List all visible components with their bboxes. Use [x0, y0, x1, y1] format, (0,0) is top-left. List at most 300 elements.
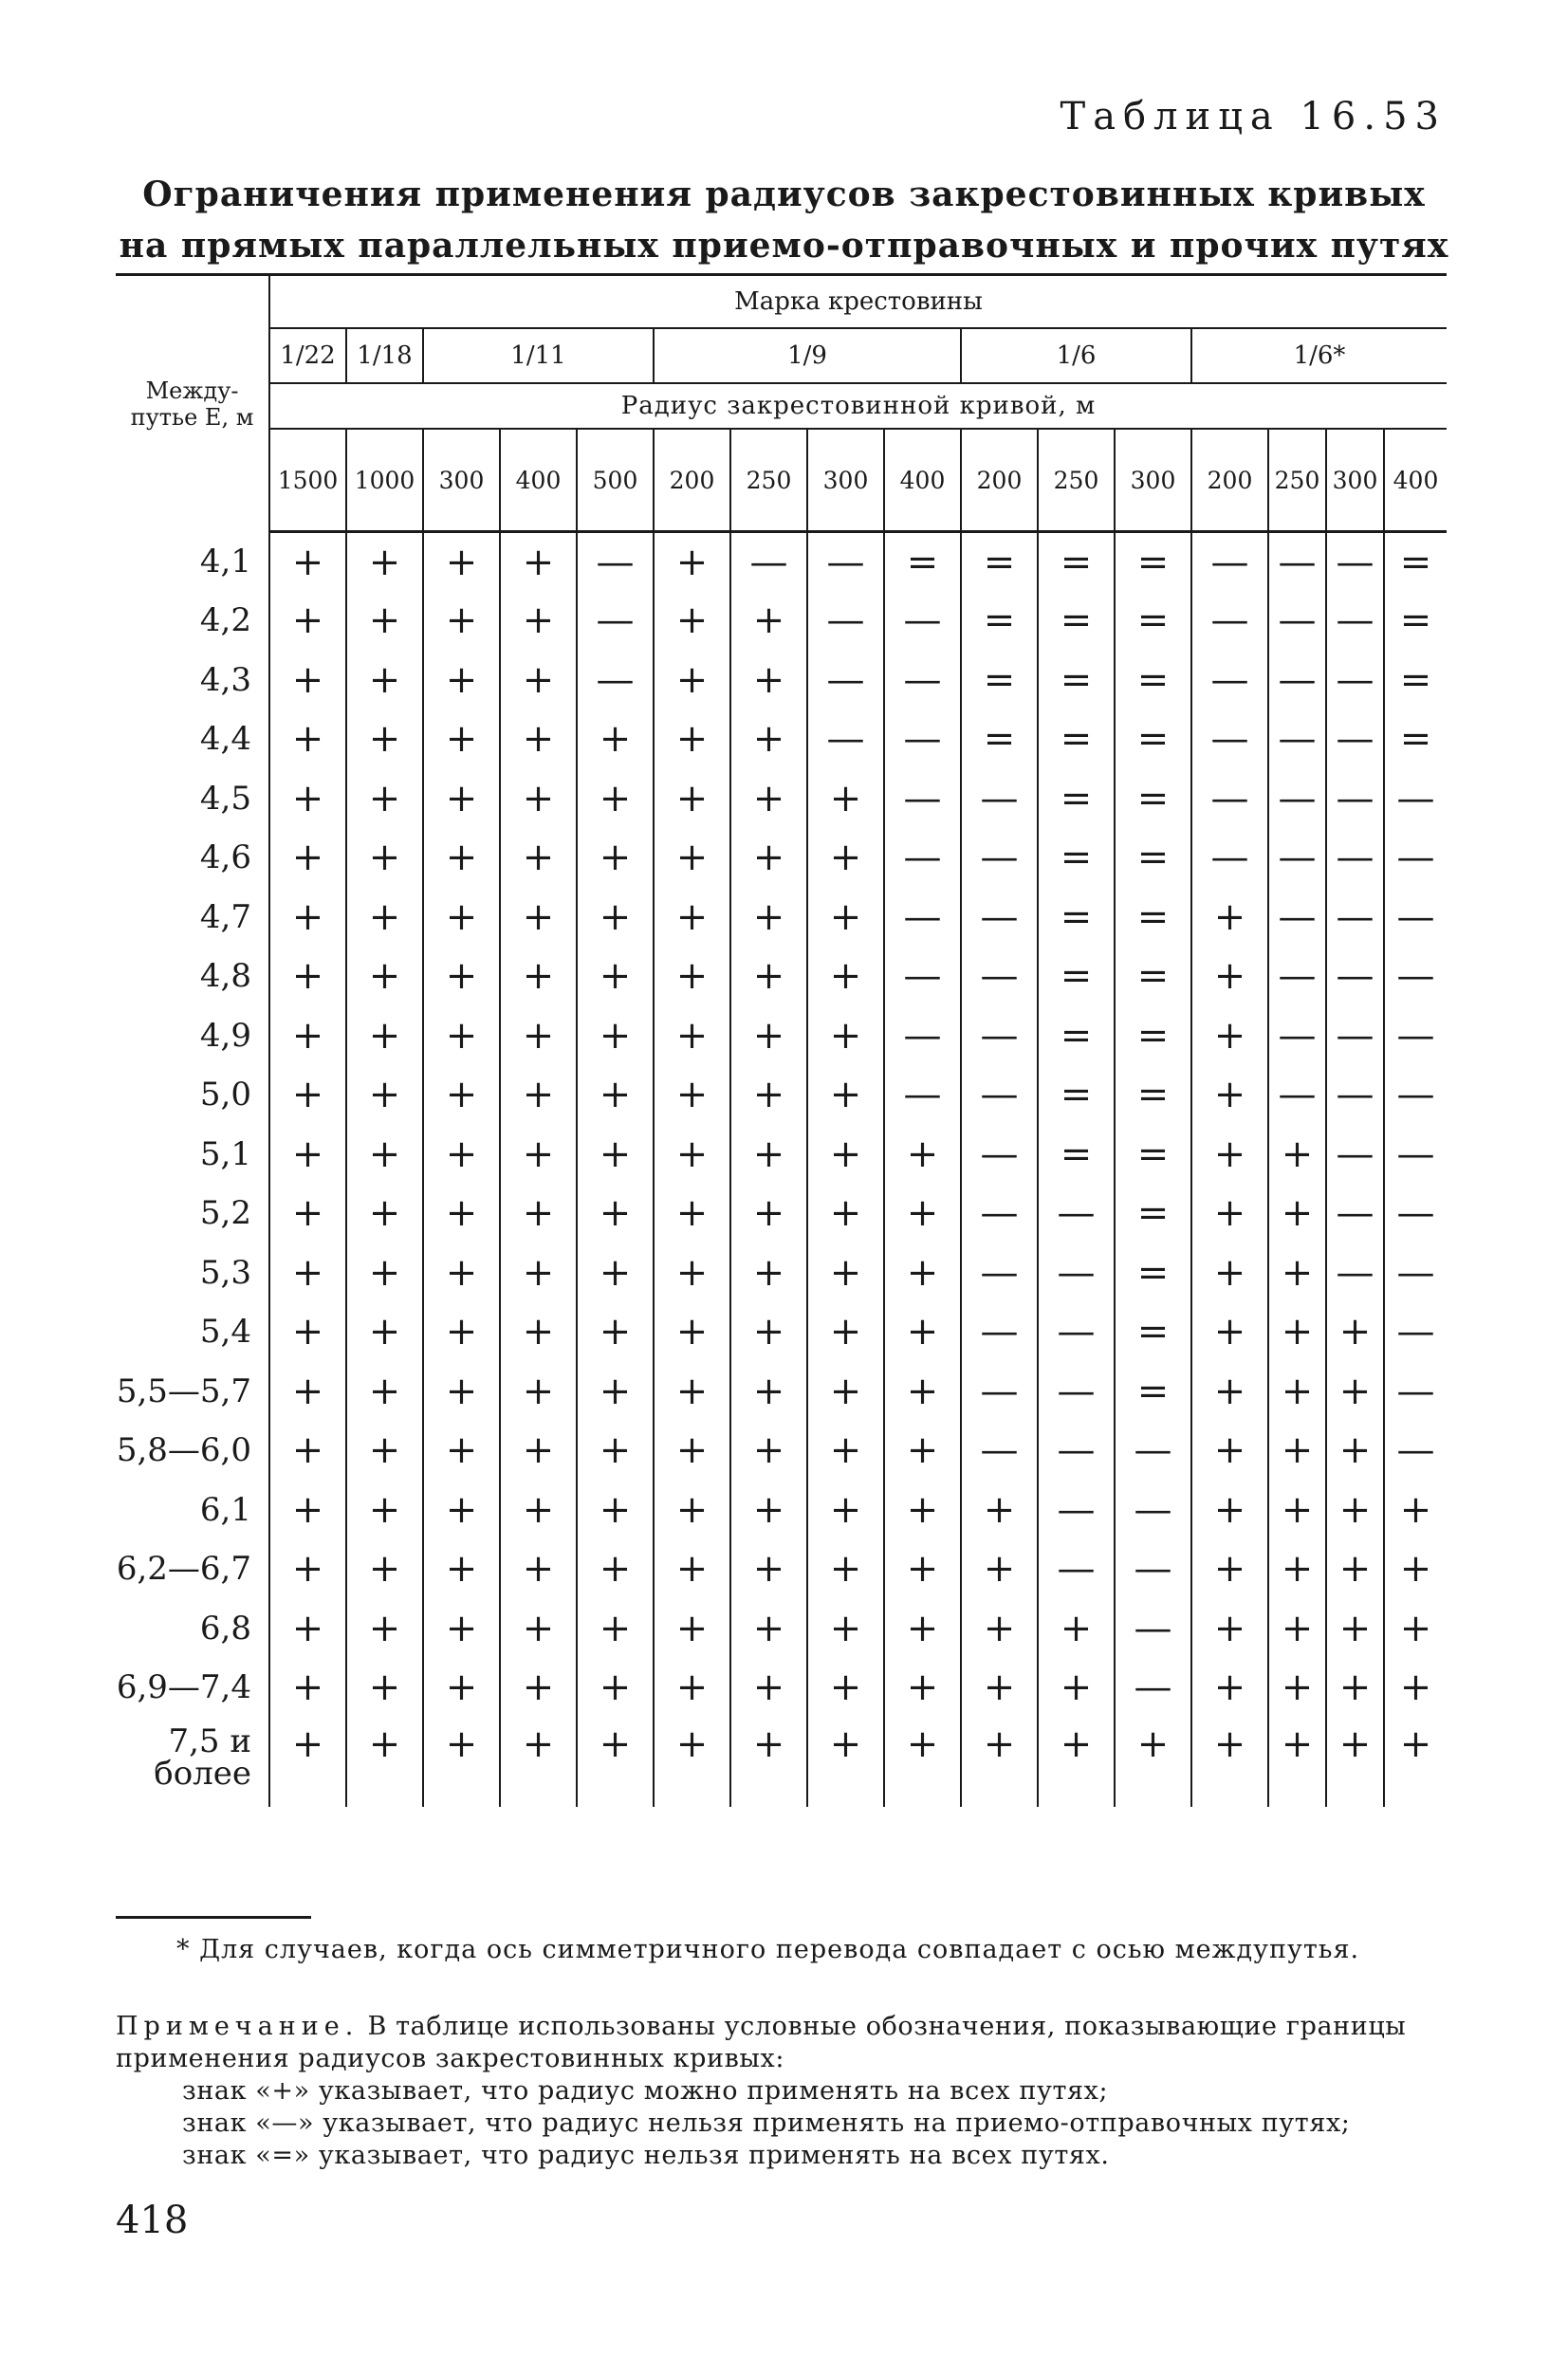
table-cell: — [1191, 532, 1268, 592]
table-cell: + [500, 532, 577, 592]
table-cell: — [1326, 1125, 1384, 1185]
row-label: 5,5—5,7 [116, 1362, 269, 1422]
table-cell: — [1268, 828, 1326, 888]
radius-group-header: Радиус закрестовинной кривой, м [620, 392, 1097, 420]
table-cell: + [346, 1421, 423, 1481]
table-cell: — [1115, 1658, 1191, 1718]
table-cell: — [1326, 651, 1384, 710]
table-cell: + [961, 1539, 1038, 1599]
radius-header: 250 [730, 429, 807, 532]
table-cell: + [654, 651, 730, 710]
table-cell: + [884, 1599, 961, 1659]
table-cell: — [1326, 1243, 1384, 1303]
radius-header: 250 [1038, 429, 1115, 532]
table-cell: + [961, 1599, 1038, 1659]
table-cell: + [423, 888, 500, 948]
table-cell: + [1191, 1184, 1268, 1243]
table-cell: + [500, 1184, 577, 1243]
radius-header: 300 [1326, 429, 1384, 532]
table-cell: + [807, 1006, 884, 1066]
table-cell: + [577, 947, 654, 1006]
table-cell: — [961, 888, 1038, 948]
table-cell: — [884, 769, 961, 829]
table-cell: + [1191, 1065, 1268, 1125]
table-cell: + [730, 1718, 807, 1807]
radius-header-row [116, 429, 1447, 532]
table-cell: + [423, 828, 500, 888]
table-cell: + [423, 1481, 500, 1540]
table-cell: = [961, 709, 1038, 769]
note [116, 2011, 1453, 2172]
table-cell: + [1191, 1006, 1268, 1066]
table-title [0, 169, 1568, 271]
table-cell: = [1115, 591, 1191, 651]
table-cell: — [1038, 1421, 1115, 1481]
table-cell: — [1326, 828, 1384, 888]
crossing-header: 1/9 [654, 328, 961, 383]
row-label: 6,9—7,4 [116, 1658, 269, 1718]
table-cell: + [500, 828, 577, 888]
table-cell: = [961, 651, 1038, 710]
table-cell: — [1038, 1362, 1115, 1422]
row-label: 5,4 [116, 1302, 269, 1362]
table-cell: — [1326, 1006, 1384, 1066]
table-cell: — [1384, 1125, 1447, 1185]
table-cell: + [730, 769, 807, 829]
table-cell: — [1038, 1539, 1115, 1599]
table-cell: — [1268, 1065, 1326, 1125]
row-label: 5,2 [116, 1184, 269, 1243]
table-cell: + [346, 828, 423, 888]
radius-header: 300 [807, 429, 884, 532]
table-cell: + [654, 1125, 730, 1185]
table-cell: + [577, 1006, 654, 1066]
legend-plus: знак «+» указывает, что радиус можно применять на всех путях; [182, 2076, 1109, 2106]
table-cell: — [1191, 651, 1268, 710]
table-cell: — [961, 1243, 1038, 1303]
table-cell: + [1268, 1125, 1326, 1185]
table-cell: — [961, 1362, 1038, 1422]
table-cell: + [654, 1658, 730, 1718]
row-label: 7,5 и более [116, 1718, 269, 1807]
radius-header: 500 [577, 429, 654, 532]
table-cell: + [961, 1658, 1038, 1718]
note-text: В таблице использованы условные обозначения, показывающие границы применения радиусов закрестовинных кривых: [116, 2012, 1407, 2073]
table-cell: + [1326, 1421, 1384, 1481]
row-label: 4,1 [116, 532, 269, 592]
table-cell: + [884, 1302, 961, 1362]
table-cell: + [346, 591, 423, 651]
table-cell: + [346, 1065, 423, 1125]
table-cell: — [1384, 1184, 1447, 1243]
crossing-header: 1/6* [1191, 328, 1447, 383]
table-cell: + [1038, 1599, 1115, 1659]
table-cell: + [500, 888, 577, 948]
table-cell: — [577, 532, 654, 592]
table-cell: + [269, 532, 346, 592]
table-cell: + [577, 1302, 654, 1362]
table-cell: — [1326, 769, 1384, 829]
footnote-rule [116, 1916, 311, 1919]
table-cell: + [807, 1539, 884, 1599]
table-cell: + [500, 1421, 577, 1481]
table-cell: = [1384, 591, 1447, 651]
table-cell: + [884, 1539, 961, 1599]
table-cell: + [654, 1065, 730, 1125]
table-cell: = [1115, 947, 1191, 1006]
table-cell: + [1038, 1658, 1115, 1718]
table-cell: = [1038, 651, 1115, 710]
stub-line-1: Между- [145, 377, 239, 404]
table-cell: + [1268, 1243, 1326, 1303]
table-row [116, 1718, 1447, 1807]
table-cell: + [1268, 1184, 1326, 1243]
table-cell: = [1038, 769, 1115, 829]
radius-header: 1500 [269, 429, 346, 532]
table-body [116, 532, 1447, 1807]
row-label: 6,2—6,7 [116, 1539, 269, 1599]
table-cell: + [654, 1539, 730, 1599]
table-cell: — [1115, 1481, 1191, 1540]
table-cell: + [1191, 1125, 1268, 1185]
table-cell: + [807, 1718, 884, 1807]
table-cell: — [1191, 769, 1268, 829]
table-cell: + [346, 1006, 423, 1066]
table-cell: + [654, 1718, 730, 1807]
table-cell: = [1384, 651, 1447, 710]
table-cell: + [807, 1658, 884, 1718]
table-cell: + [423, 532, 500, 592]
table-cell: — [961, 1125, 1038, 1185]
table-cell: + [346, 1718, 423, 1807]
table-cell: — [807, 532, 884, 592]
crossing-group-header: Марка крестовины [269, 275, 1447, 329]
radius-header: 1000 [346, 429, 423, 532]
table-cell: — [1384, 828, 1447, 888]
row-label: 4,5 [116, 769, 269, 829]
restriction-table [116, 273, 1447, 1807]
table-cell: + [730, 1599, 807, 1659]
table-cell: = [1115, 888, 1191, 948]
table-cell: + [1191, 1481, 1268, 1540]
table-cell: — [884, 709, 961, 769]
table-cell: + [269, 947, 346, 1006]
table-cell: + [577, 1243, 654, 1303]
table-cell: + [884, 1718, 961, 1807]
table-cell: — [1326, 947, 1384, 1006]
table-cell: + [577, 1481, 654, 1540]
table-cell: — [1384, 1302, 1447, 1362]
table-row [116, 1421, 1447, 1481]
table-cell: + [577, 1539, 654, 1599]
crossing-header: 1/6 [961, 328, 1191, 383]
table-cell: + [1191, 1302, 1268, 1362]
table-cell: = [961, 591, 1038, 651]
table-cell: — [884, 828, 961, 888]
table-cell: + [500, 1302, 577, 1362]
table-row [116, 1599, 1447, 1659]
row-label: 4,8 [116, 947, 269, 1006]
table-cell: + [269, 1481, 346, 1540]
table-cell: + [423, 1362, 500, 1422]
table-cell: — [961, 1006, 1038, 1066]
table-cell: + [500, 1006, 577, 1066]
table-cell: + [577, 1184, 654, 1243]
table-cell: — [884, 1065, 961, 1125]
table-cell: + [654, 1599, 730, 1659]
table-cell: + [1191, 888, 1268, 948]
table-cell: + [730, 888, 807, 948]
table-cell: + [1268, 1421, 1326, 1481]
table-cell: + [730, 651, 807, 710]
table-cell: + [577, 709, 654, 769]
table-cell: + [269, 1125, 346, 1185]
table-cell: — [1191, 709, 1268, 769]
table-cell: + [961, 1481, 1038, 1540]
table-cell: + [1326, 1302, 1384, 1362]
table-cell: = [1038, 591, 1115, 651]
row-label: 4,6 [116, 828, 269, 888]
table-cell: + [346, 1599, 423, 1659]
table-cell: — [1384, 947, 1447, 1006]
table-cell: + [1191, 1362, 1268, 1422]
table-cell: — [807, 591, 884, 651]
radius-header: 400 [884, 429, 961, 532]
page-number: 418 [116, 2199, 189, 2242]
table-cell: + [500, 1362, 577, 1422]
table-cell: — [884, 947, 961, 1006]
table-cell: — [884, 651, 961, 710]
table-cell: = [961, 532, 1038, 592]
table-cell: + [577, 1599, 654, 1659]
legend-dash: знак «—» указывает, что радиус нельзя применять на приемо-отправочных путях; [182, 2108, 1351, 2138]
table-cell: + [730, 1184, 807, 1243]
table-cell: + [577, 1421, 654, 1481]
table-cell: + [423, 651, 500, 710]
table-cell: — [1268, 709, 1326, 769]
table-cell: + [730, 947, 807, 1006]
table-cell: = [1115, 828, 1191, 888]
table-cell: = [1115, 1302, 1191, 1362]
table-cell: + [1268, 1302, 1326, 1362]
table-cell: + [1384, 1481, 1447, 1540]
table-cell: + [346, 888, 423, 948]
table-cell: + [346, 947, 423, 1006]
table-cell: — [1268, 1006, 1326, 1066]
row-label: 6,1 [116, 1481, 269, 1540]
table-cell: + [346, 709, 423, 769]
table-cell: — [1384, 1006, 1447, 1066]
table-cell: + [269, 1243, 346, 1303]
radius-header: 200 [961, 429, 1038, 532]
table-cell: + [654, 1421, 730, 1481]
table-cell: = [1384, 532, 1447, 592]
table-cell: + [730, 1302, 807, 1362]
table-cell: + [807, 888, 884, 948]
table-cell: + [884, 1184, 961, 1243]
table-row [116, 1006, 1447, 1066]
table-cell: + [884, 1243, 961, 1303]
table-cell: + [423, 1599, 500, 1659]
table-cell: + [269, 1718, 346, 1807]
table-cell: + [269, 1302, 346, 1362]
table-cell: + [654, 769, 730, 829]
table-cell: + [654, 1184, 730, 1243]
table-cell: — [1115, 1599, 1191, 1659]
table-cell: + [1268, 1362, 1326, 1422]
table-cell: + [730, 1421, 807, 1481]
table-cell: + [807, 1243, 884, 1303]
table-cell: + [500, 1481, 577, 1540]
table-cell: — [1268, 532, 1326, 592]
table-cell: + [654, 947, 730, 1006]
table-cell: + [269, 1184, 346, 1243]
table-row [116, 591, 1447, 651]
table-cell: + [423, 709, 500, 769]
table-cell: + [500, 1065, 577, 1125]
table-cell: = [1038, 1065, 1115, 1125]
table-cell: — [577, 651, 654, 710]
table-cell: + [423, 769, 500, 829]
table-cell: + [1191, 1421, 1268, 1481]
table-cell: — [884, 1006, 961, 1066]
table-cell: + [500, 1539, 577, 1599]
title-line-2: на прямых параллельных приемо-отправочных и прочих путях [119, 226, 1449, 266]
table-cell: — [1326, 888, 1384, 948]
table-cell: — [961, 828, 1038, 888]
table-cell: + [423, 1006, 500, 1066]
stub-line-2: путье E, м [130, 403, 254, 431]
table-cell: — [961, 1421, 1038, 1481]
table-cell: — [1268, 769, 1326, 829]
table-cell: = [1384, 709, 1447, 769]
table-cell: + [577, 828, 654, 888]
table-cell: + [423, 947, 500, 1006]
stub-header [116, 275, 269, 532]
table-cell: + [577, 1362, 654, 1422]
radius-header: 300 [1115, 429, 1191, 532]
table-cell: + [1268, 1718, 1326, 1807]
table-cell: + [269, 1539, 346, 1599]
table-cell: + [500, 947, 577, 1006]
table-cell: + [269, 1658, 346, 1718]
table-cell: = [1038, 1125, 1115, 1185]
table-cell: + [730, 1658, 807, 1718]
table-cell: + [577, 1125, 654, 1185]
table-cell: + [346, 532, 423, 592]
table-cell: + [1268, 1539, 1326, 1599]
table-cell: — [1384, 888, 1447, 948]
table-cell: = [1115, 651, 1191, 710]
row-label: 4,3 [116, 651, 269, 710]
table-cell: + [577, 1658, 654, 1718]
table-cell: + [500, 1125, 577, 1185]
table-cell: = [1115, 1065, 1191, 1125]
table-cell: — [1115, 1421, 1191, 1481]
table-cell: + [1384, 1718, 1447, 1807]
row-label: 4,2 [116, 591, 269, 651]
radius-header: 300 [423, 429, 500, 532]
title-line-1: Ограничения применения радиусов закрестовинных кривых [142, 175, 1426, 214]
table-cell: + [1326, 1362, 1384, 1422]
table-cell: — [1038, 1302, 1115, 1362]
table-cell: — [1384, 1421, 1447, 1481]
table-cell: — [577, 591, 654, 651]
table-cell: + [807, 1125, 884, 1185]
table-row [116, 1243, 1447, 1303]
table-cell: + [500, 1718, 577, 1807]
table-cell: + [884, 1481, 961, 1540]
table-cell: + [500, 769, 577, 829]
table-cell: + [346, 1125, 423, 1185]
table-cell: + [269, 1421, 346, 1481]
table-cell: + [654, 888, 730, 948]
table-cell: + [346, 1243, 423, 1303]
table-cell: + [807, 1421, 884, 1481]
table-cell: + [730, 1362, 807, 1422]
table-cell: — [1384, 1362, 1447, 1422]
table-cell: + [1268, 1658, 1326, 1718]
table-cell: + [807, 947, 884, 1006]
table-cell: — [1038, 1481, 1115, 1540]
table-cell: — [1384, 1065, 1447, 1125]
table-cell: + [269, 1065, 346, 1125]
table-cell: + [577, 769, 654, 829]
table-row [116, 1362, 1447, 1422]
table-cell: + [1268, 1481, 1326, 1540]
table-row [116, 709, 1447, 769]
table-cell: + [961, 1718, 1038, 1807]
table-cell: + [500, 651, 577, 710]
table-cell: + [654, 532, 730, 592]
table-cell: — [1384, 769, 1447, 829]
row-label: 5,1 [116, 1125, 269, 1185]
table-cell: — [1191, 828, 1268, 888]
table-cell: + [1326, 1539, 1384, 1599]
table-cell: + [807, 1184, 884, 1243]
table-cell: + [346, 769, 423, 829]
table-row [116, 651, 1447, 710]
table-cell: + [730, 1065, 807, 1125]
table-cell: + [423, 1302, 500, 1362]
row-label: 5,0 [116, 1065, 269, 1125]
table-cell: — [807, 709, 884, 769]
table-cell: = [884, 532, 961, 592]
table-cell: + [1326, 1658, 1384, 1718]
table-cell: + [346, 651, 423, 710]
table-cell: + [1384, 1658, 1447, 1718]
row-label: 5,3 [116, 1243, 269, 1303]
table-cell: — [1384, 1243, 1447, 1303]
table-row [116, 1184, 1447, 1243]
table-cell: + [730, 1006, 807, 1066]
crossing-header: 1/11 [423, 328, 654, 383]
table-cell: — [961, 1065, 1038, 1125]
table-cell: + [1038, 1718, 1115, 1807]
table-cell: + [269, 888, 346, 948]
table-cell: + [807, 1481, 884, 1540]
table-cell: + [1191, 1539, 1268, 1599]
table-cell: + [346, 1658, 423, 1718]
table-cell: + [1191, 1718, 1268, 1807]
crossing-header: 1/22 [269, 328, 346, 383]
table-row [116, 828, 1447, 888]
table-cell: — [1268, 651, 1326, 710]
table-cell: + [807, 828, 884, 888]
table-cell: + [269, 591, 346, 651]
table-cell: + [884, 1421, 961, 1481]
table-row [116, 1658, 1447, 1718]
